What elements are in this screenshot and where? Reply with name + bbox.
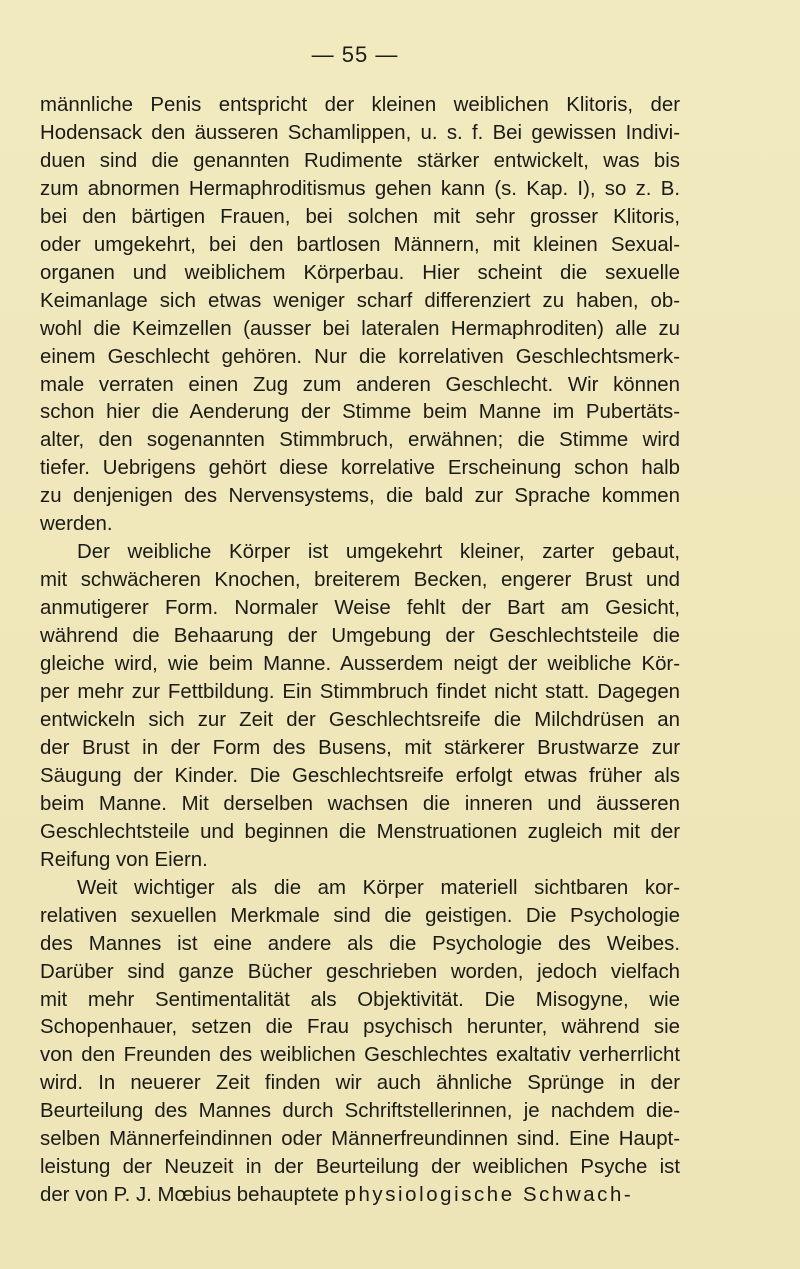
page-number: — 55 — [311,42,399,67]
text-line: Hodensack den äusseren Schamlippen, u. s. f. Bei gewissen Indivi- [40,121,680,144]
text-line: tiefer. Uebrigens gehört diese korrelative Erscheinung schon halb [40,457,680,480]
text-line: Darüber sind ganze Bücher geschrieben worden, jedoch vielfach [40,960,680,983]
text-line: beim Manne. Mit derselben wachsen die inneren und äusseren [40,792,680,815]
text-line: einem Geschlecht gehören. Nur die korrelativen Geschlechtsmerk- [40,345,680,368]
text-line: gleiche wird, wie beim Manne. Ausserdem neigt der weibliche Kör- [40,653,680,676]
text-line: schon hier die Aenderung der Stimme beim Manne im Pubertäts- [40,401,680,424]
text-line: selben Männerfeindinnen oder Männerfreundinnen sind. Eine Haupt- [40,1128,680,1151]
text-line: organen und weiblichem Körperbau. Hier scheint die sexuelle [40,261,680,284]
text-line: der Brust in der Form des Busens, mit stärkerer Brustwarze zur [40,736,680,759]
text-line: mit schwächeren Knochen, breiterem Becken, engerer Brust und [40,569,680,592]
paragraph-end-line: Reifung von Eiern. [40,848,208,871]
text-line: mit mehr Sentimentalität als Objektivität. Die Misogyne, wie [40,988,680,1011]
text-line: per mehr zur Fettbildung. Ein Stimmbruch findet nicht statt. Dagegen [40,681,680,704]
text-line: anmutigerer Form. Normaler Weise fehlt der Bart am Gesicht, [40,597,680,620]
final-line-lead: der von P. J. Mœbius behauptete [40,1184,345,1207]
text-line: während die Behaarung der Umgebung der Geschlechtsteile die [40,625,680,648]
text-line: leistung der Neuzeit in der Beurteilung der weiblichen Psyche ist [40,1156,680,1179]
text-line: zum abnormen Hermaphroditismus gehen kann (s. Kap. I), so z. B. [40,177,680,200]
body-text [40,92,680,1210]
text-line: alter, den sogenannten Stimmbruch, erwähnen; die Stimme wird [40,429,680,452]
final-line-spaced-emphasis: physiologische Schwach- [344,1184,634,1207]
paragraph-end-line: werden. [40,513,113,536]
text-line: wird. In neuerer Zeit finden wir auch ähnliche Sprünge in der [40,1072,680,1095]
text-line: wohl die Keimzellen (ausser bei lateralen Hermaphroditen) alle zu [40,317,680,340]
text-line: entwickeln sich zur Zeit der Geschlechtsreife die Milchdrüsen an [40,708,680,731]
text-line: von den Freunden des weiblichen Geschlechtes exaltativ verherrlicht [40,1044,680,1067]
final-text-line [40,1182,680,1210]
text-line: Beurteilung des Mannes durch Schriftstellerinnen, je nachdem die- [40,1100,680,1123]
text-line: oder umgekehrt, bei den bartlosen Männern, mit kleinen Sexual- [40,233,680,256]
text-line: bei den bärtigen Frauen, bei solchen mit sehr grosser Klitoris, [40,205,680,228]
text-line: Geschlechtsteile und beginnen die Menstruationen zugleich mit der [40,820,680,843]
text-line: zu denjenigen des Nervensystems, die bald zur Sprache kommen [40,485,680,508]
text-line: Schopenhauer, setzen die Frau psychisch herunter, während sie [40,1016,680,1039]
text-line: duen sind die genannten Rudimente stärker entwickelt, was bis [40,149,680,172]
paragraph-start-line: Weit wichtiger als die am Körper materiell sichtbaren kor- [77,876,680,899]
paragraph-start-line: Der weibliche Körper ist umgekehrt kleiner, zarter gebaut, [77,541,680,564]
text-line: des Mannes ist eine andere als die Psychologie des Weibes. [40,932,680,955]
text-line: relativen sexuellen Merkmale sind die geistigen. Die Psychologie [40,904,680,927]
text-line: male verraten einen Zug zum anderen Geschlecht. Wir können [40,373,680,396]
text-line: Säugung der Kinder. Die Geschlechtsreife erfolgt etwas früher als [40,764,680,787]
text-line: männliche Penis entspricht der kleinen weiblichen Klitoris, der [40,94,680,116]
text-line: Keimanlage sich etwas weniger scharf differenziert zu haben, ob- [40,289,680,312]
